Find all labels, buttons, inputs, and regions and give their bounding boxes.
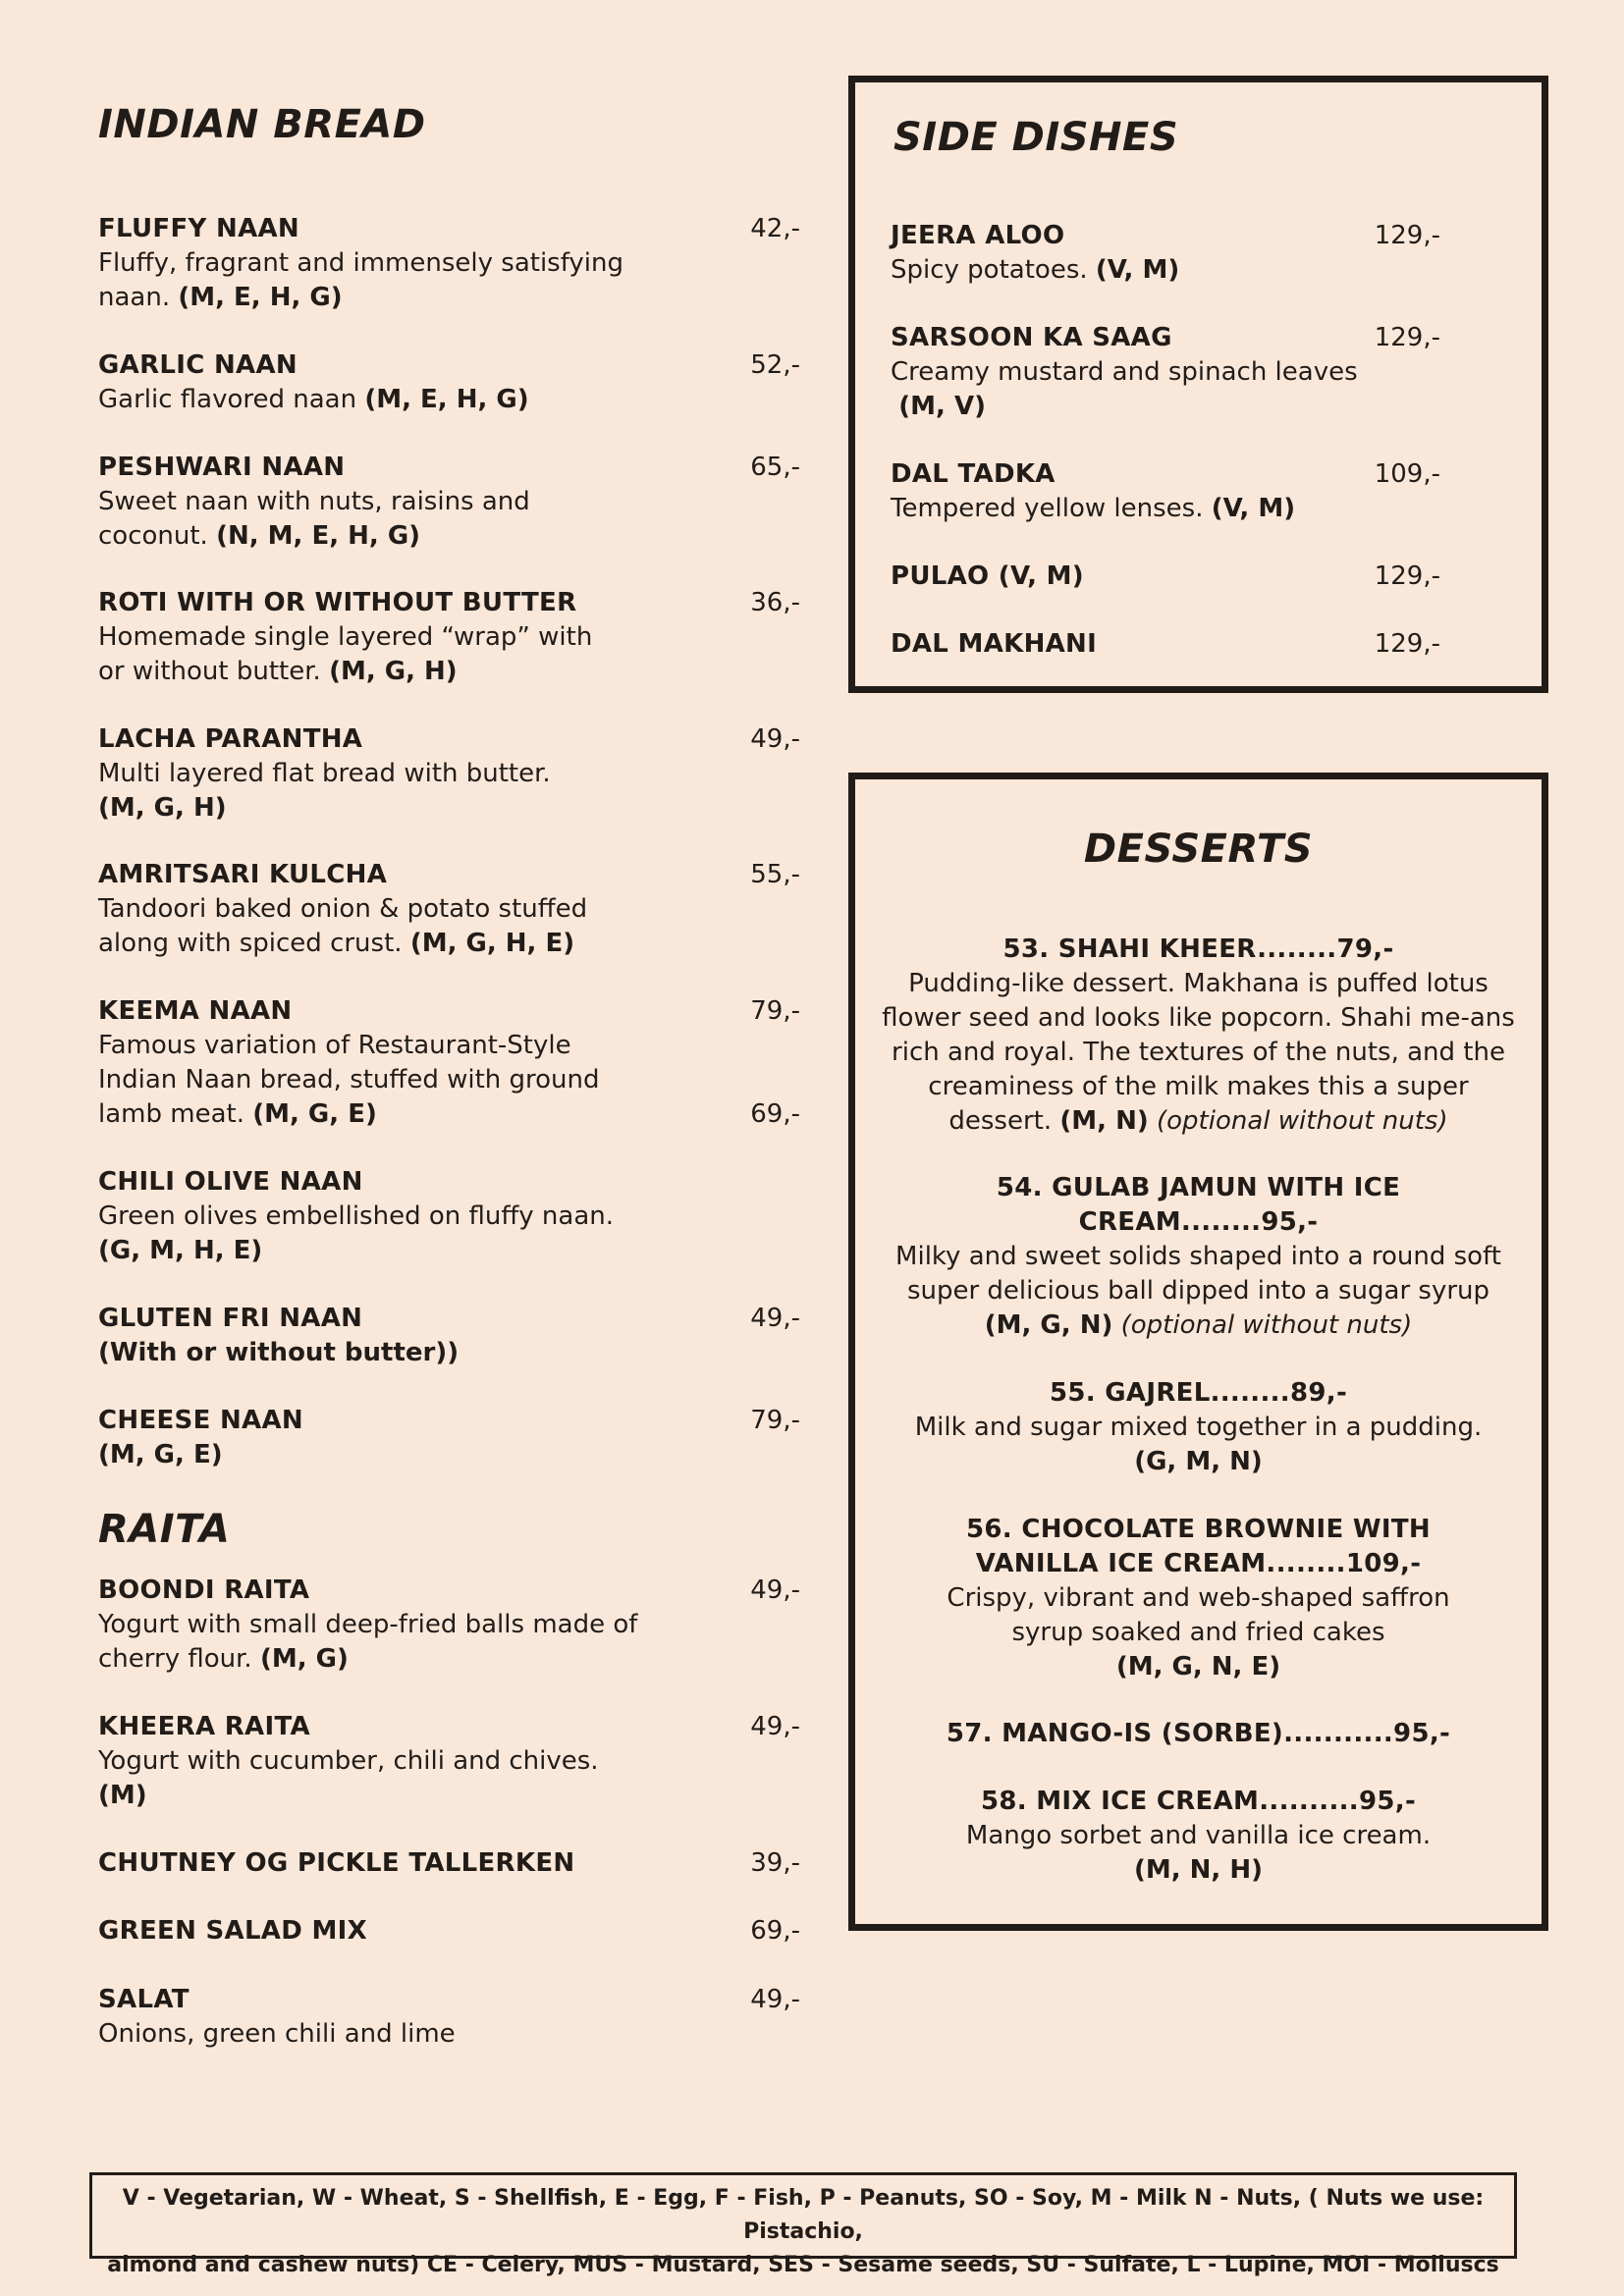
item-price: 129,-	[1374, 629, 1440, 659]
item-name: GARLIC NAAN	[98, 350, 298, 380]
menu-item-cheese-naan	[98, 1404, 800, 1472]
item-name: CHILI OLIVE NAAN	[98, 1167, 363, 1197]
legend-line-1: V - Vegetarian, W - Wheat, S - Shellfish, E - Egg, F - Fish, P - Peanuts, SO - Soy, M - Milk N - Nuts, ( Nuts we use: Pistachio,	[122, 2186, 1485, 2244]
item-desc: Green olives embellished on fluffy naan.	[98, 1201, 614, 1231]
dessert-gulab-jamun	[885, 1171, 1512, 1343]
menu-item-gluten-fri-naan	[98, 1302, 800, 1370]
menu-item-garlic-naan	[98, 348, 800, 417]
item-name: AMRITSARI KULCHA	[98, 860, 388, 889]
indian-bread-heading: INDIAN BREAD	[98, 102, 426, 147]
desserts-box	[848, 773, 1548, 1931]
dessert-chocolate-brownie	[914, 1513, 1483, 1684]
item-price: 42,-	[750, 214, 800, 243]
allergen-legend	[89, 2172, 1517, 2277]
item-allergens: (M, G, H, E)	[409, 929, 575, 958]
menu-item-chili-olive-naan	[98, 1165, 800, 1268]
item-name: GREEN SALAD MIX	[98, 1916, 367, 1946]
dessert-desc: Milk and sugar mixed together in a pudding.	[914, 1413, 1483, 1442]
item-desc: Creamy mustard and spinach leaves	[891, 357, 1358, 387]
item-name: SALAT	[98, 1985, 189, 2014]
item-extra-price: 69,-	[750, 1099, 800, 1129]
item-allergens: (M, G, E)	[252, 1099, 377, 1129]
dessert-allergens: (M, N)	[1059, 1106, 1149, 1136]
item-price: 55,-	[750, 860, 800, 889]
item-name: KHEERA RAITA	[98, 1712, 310, 1741]
item-name: FLUFFY NAAN	[98, 214, 299, 243]
side-item-dal-tadka	[891, 457, 1440, 526]
item-desc: Sweet naan with nuts, raisins and coconut.	[98, 487, 530, 551]
dessert-title: 54. GULAB JAMUN WITH ICE CREAM........95,-	[996, 1173, 1401, 1237]
item-price: 79,-	[750, 1406, 800, 1435]
item-name: BOONDI RAITA	[98, 1575, 310, 1605]
item-desc: Multi layered flat bread with butter.	[98, 759, 551, 788]
dessert-title: 58. MIX ICE CREAM..........95,-	[980, 1787, 1417, 1816]
item-price: 49,-	[750, 1575, 800, 1605]
menu-item-green-salad-mix	[98, 1914, 800, 1949]
item-name: JEERA ALOO	[891, 221, 1065, 250]
dessert-shahi-kheer	[875, 933, 1522, 1139]
side-item-jeera-aloo	[891, 219, 1440, 288]
item-desc: Fluffy, fragrant and immensely satisfying naan.	[98, 248, 624, 312]
dessert-mango-is	[875, 1717, 1522, 1751]
menu-item-salat	[98, 1983, 800, 2052]
item-price: 109,-	[1374, 459, 1440, 489]
item-price: 129,-	[1374, 323, 1440, 352]
menu-item-boondi-raita	[98, 1574, 800, 1677]
dessert-title: 53. SHAHI KHEER........79,-	[1002, 934, 1394, 964]
legend-line-2: almond and cashew nuts) CE - Celery, MUS - Mustard, SES - Sesame seeds, SU - Sulfate, L - Lupine, MOI - Molluscs	[107, 2253, 1499, 2277]
item-name: SARSOON KA SAAG	[891, 323, 1172, 352]
dessert-title: 56. CHOCOLATE BROWNIE WITH VANILLA ICE CREAM........109,-	[966, 1515, 1431, 1578]
side-item-dal-makhani	[891, 627, 1440, 662]
item-desc: Tempered yellow lenses.	[891, 494, 1204, 523]
item-name: GLUTEN FRI NAAN	[98, 1304, 363, 1333]
item-name: CHEESE NAAN	[98, 1406, 303, 1435]
menu-item-chutney-pickle	[98, 1846, 800, 1881]
dessert-desc: Milky and sweet solids shaped into a round soft super delicious ball dipped into a sugar syrup	[895, 1242, 1501, 1306]
dessert-desc: Mango sorbet and vanilla ice cream.	[965, 1821, 1432, 1850]
menu-item-kheera-raita	[98, 1710, 800, 1813]
item-allergens: (M)	[98, 1781, 147, 1810]
item-allergens: (M, G, H)	[98, 793, 227, 823]
item-price: 49,-	[750, 724, 800, 754]
item-name: DAL TADKA	[891, 459, 1056, 489]
dessert-desc: Crispy, vibrant and web-shaped saffron syrup soaked and fried cakes	[947, 1583, 1450, 1647]
menu-item-amritsari-kulcha	[98, 858, 800, 961]
dessert-note: (optional without nuts)	[1156, 1106, 1448, 1136]
item-name: PESHWARI NAAN	[98, 453, 346, 482]
item-name: ROTI WITH OR WITHOUT BUTTER	[98, 588, 577, 617]
dessert-desc: Pudding-like dessert. Makhana is puffed lotus flower seed and looks like popcorn. Shahi me-ans rich and royal. The textures of the nuts, and the creaminess of the milk makes this a super dessert.	[882, 969, 1515, 1136]
dessert-title: 55. GAJREL........89,-	[1049, 1378, 1348, 1408]
item-price: 129,-	[1374, 561, 1440, 591]
item-desc: Onions, green chili and lime	[98, 2019, 456, 2049]
raita-heading: RAITA	[98, 1507, 231, 1552]
item-name: KEEMA NAAN	[98, 996, 293, 1026]
dessert-title: 57. MANGO-IS (SORBE)...........95,-	[946, 1719, 1451, 1748]
item-price: 69,-	[750, 1916, 800, 1946]
item-desc: Spicy potatoes.	[891, 255, 1088, 285]
side-item-sarsoon-ka-saag	[891, 321, 1440, 424]
item-price: 52,-	[750, 350, 800, 380]
dessert-mix-ice-cream	[875, 1785, 1522, 1888]
item-allergens: (V, M)	[1211, 494, 1296, 523]
item-name: PULAO (V, M)	[891, 561, 1084, 591]
side-dishes-heading: SIDE DISHES	[893, 115, 1179, 160]
dessert-allergens: (G, M, N)	[1134, 1447, 1263, 1476]
side-item-pulao	[891, 560, 1440, 594]
item-allergens: (G, M, H, E)	[98, 1236, 263, 1265]
menu-item-fluffy-naan	[98, 212, 800, 315]
item-desc: Yogurt with small deep-fried balls made of cherry flour.	[98, 1610, 638, 1674]
item-allergens: (With or without butter))	[98, 1338, 460, 1367]
dessert-allergens: (M, G, N)	[984, 1310, 1113, 1340]
dessert-allergens: (M, N, H)	[1133, 1855, 1263, 1885]
item-desc: Famous variation of Restaurant-Style Indian Naan bread, stuffed with ground lamb meat.	[98, 1031, 600, 1129]
menu-item-keema-naan	[98, 994, 800, 1132]
item-allergens: (N, M, E, H, G)	[216, 521, 421, 551]
menu-item-roti	[98, 586, 800, 689]
dessert-note: (optional without nuts)	[1120, 1310, 1413, 1340]
item-allergens: (M, E, H, G)	[178, 283, 343, 312]
item-price: 79,-	[750, 996, 800, 1026]
item-allergens: (M, G, H)	[329, 657, 458, 686]
item-allergens: (M, E, H, G)	[364, 385, 529, 414]
item-price: 129,-	[1374, 221, 1440, 250]
item-price: 39,-	[750, 1848, 800, 1878]
item-price: 36,-	[750, 588, 800, 617]
item-allergens: (M, G)	[259, 1644, 349, 1674]
item-allergens: (V, M)	[1095, 255, 1180, 285]
item-name: CHUTNEY OG PICKLE TALLERKEN	[98, 1848, 575, 1878]
item-name: DAL MAKHANI	[891, 629, 1098, 659]
dessert-gajrel	[875, 1376, 1522, 1479]
side-dishes-box	[848, 76, 1548, 693]
item-desc: Yogurt with cucumber, chili and chives.	[98, 1746, 599, 1776]
dessert-allergens: (M, G, N, E)	[1115, 1652, 1281, 1682]
desserts-heading: DESSERTS	[1083, 827, 1314, 872]
item-allergens: (M, G, E)	[98, 1440, 223, 1469]
item-price: 49,-	[750, 1985, 800, 2014]
menu-item-lacha-parantha	[98, 722, 800, 826]
item-price: 65,-	[750, 453, 800, 482]
item-price: 49,-	[750, 1304, 800, 1333]
item-price: 49,-	[750, 1712, 800, 1741]
item-desc: Homemade single layered “wrap” with or without butter.	[98, 622, 593, 686]
item-desc: Garlic flavored naan	[98, 385, 357, 414]
item-name: LACHA PARANTHA	[98, 724, 363, 754]
item-desc: Tandoori baked onion & potato stuffed along with spiced crust.	[98, 894, 588, 958]
menu-item-peshwari-naan	[98, 451, 800, 554]
item-allergens: (M, V)	[898, 392, 986, 421]
